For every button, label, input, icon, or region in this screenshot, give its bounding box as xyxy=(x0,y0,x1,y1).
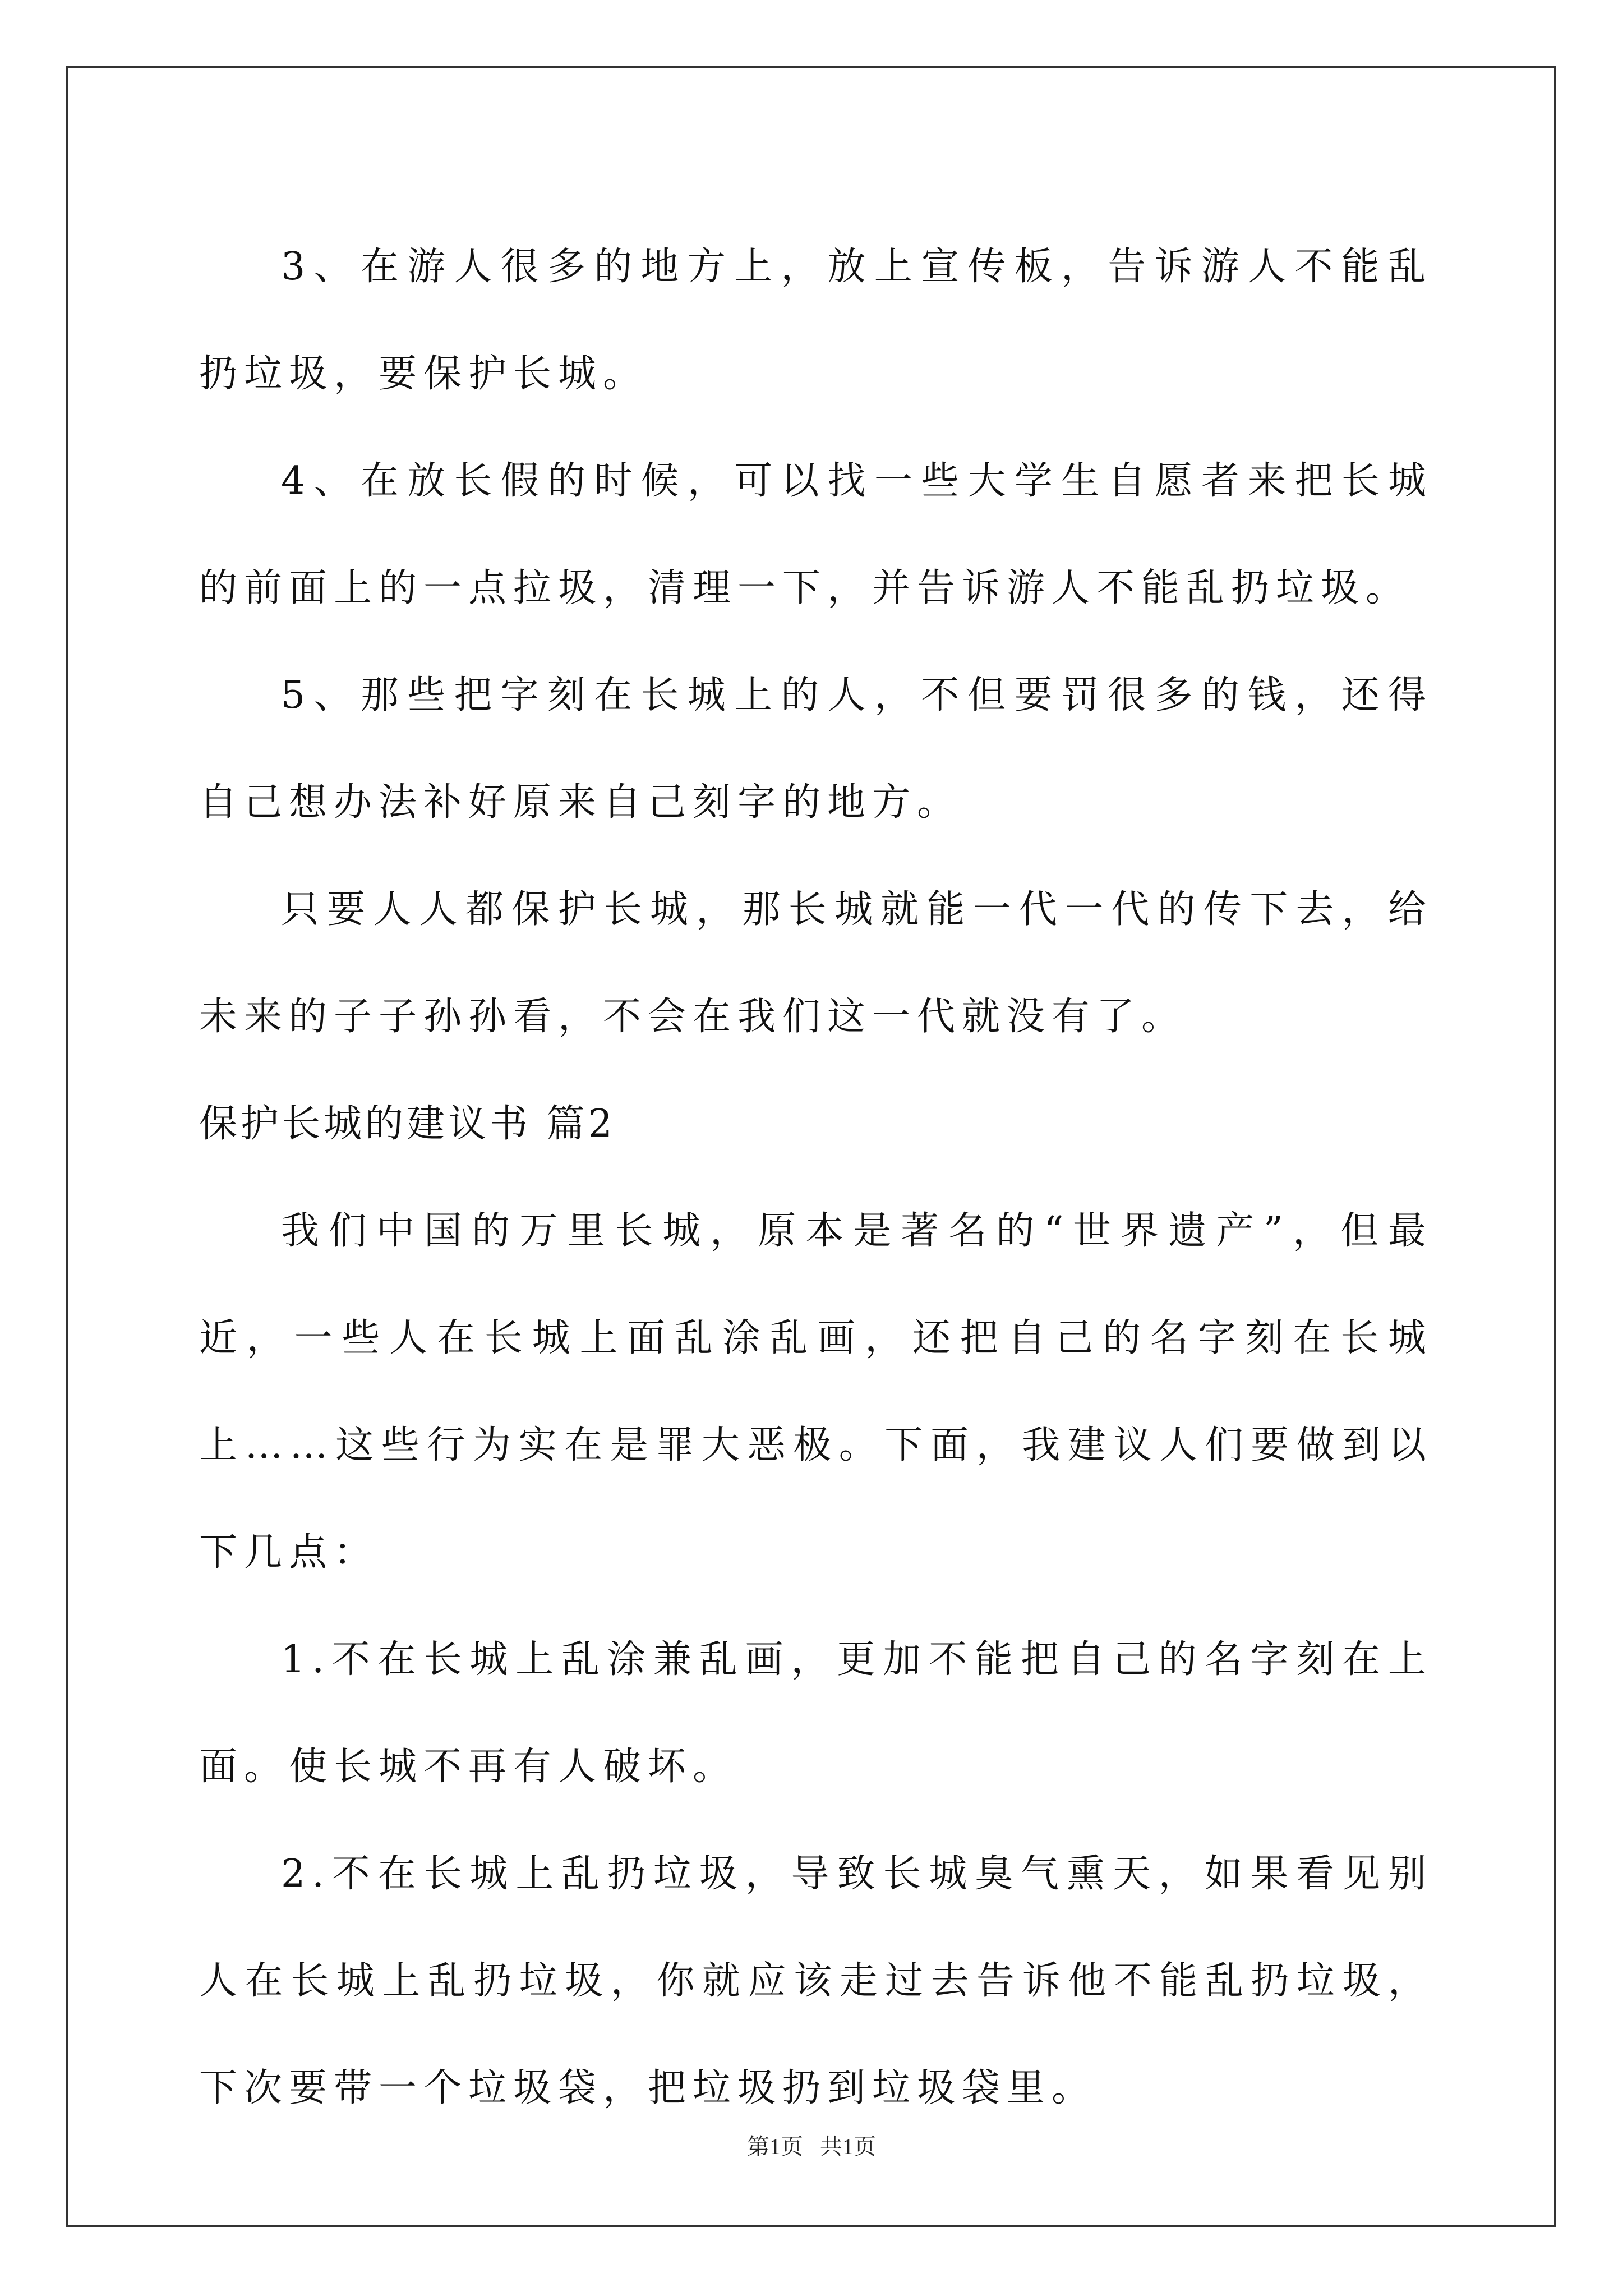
paragraph-intro: 我们中国的万里长城，原本是著名的“世界遗产”，但最近，一些人在长城上面乱涂乱画，还把自己的名字刻在长城上……这些行为实在是罪大恶极。下面，我建议人们要做到以下几点： xyxy=(199,1209,1433,1575)
paragraph-item-4: 4、在放长假的时候，可以找一些大学生自愿者来把长城的前面上的一点拉圾，清理一下，并告诉游人不能乱扔垃圾。 xyxy=(199,459,1433,610)
paragraph-point-2: 2.不在长城上乱扔垃圾，导致长城臭气熏天，如果看见别人在长城上乱扔垃圾，你就应该走过去告诉他不能乱扔垃圾，下次要带一个垃圾袋，把垃圾扔到垃圾袋里。 xyxy=(199,1852,1433,2110)
paragraph-point-1: 1.不在长城上乱涂兼乱画，更加不能把自己的名字刻在上面。使长城不再有人破坏。 xyxy=(199,1637,1433,1789)
paragraph-conclusion: 只要人人都保护长城，那长城就能一代一代的传下去，给未来的子子孙孙看，不会在我们这一代就没有了。 xyxy=(199,887,1433,1039)
paragraph-item-3: 3、在游人很多的地方上，放上宣传板，告诉游人不能乱扔垃圾，要保护长城。 xyxy=(199,245,1433,396)
section-heading: 保护长城的建议书 篇2 xyxy=(199,1102,616,1146)
paragraph-item-5: 5、那些把字刻在长城上的人，不但要罚很多的钱，还得自己想办法补好原来自己刻字的地方。 xyxy=(199,673,1433,825)
document-body xyxy=(199,213,1433,2142)
page-number-footer: 第1页 共1页 xyxy=(747,2134,876,2159)
